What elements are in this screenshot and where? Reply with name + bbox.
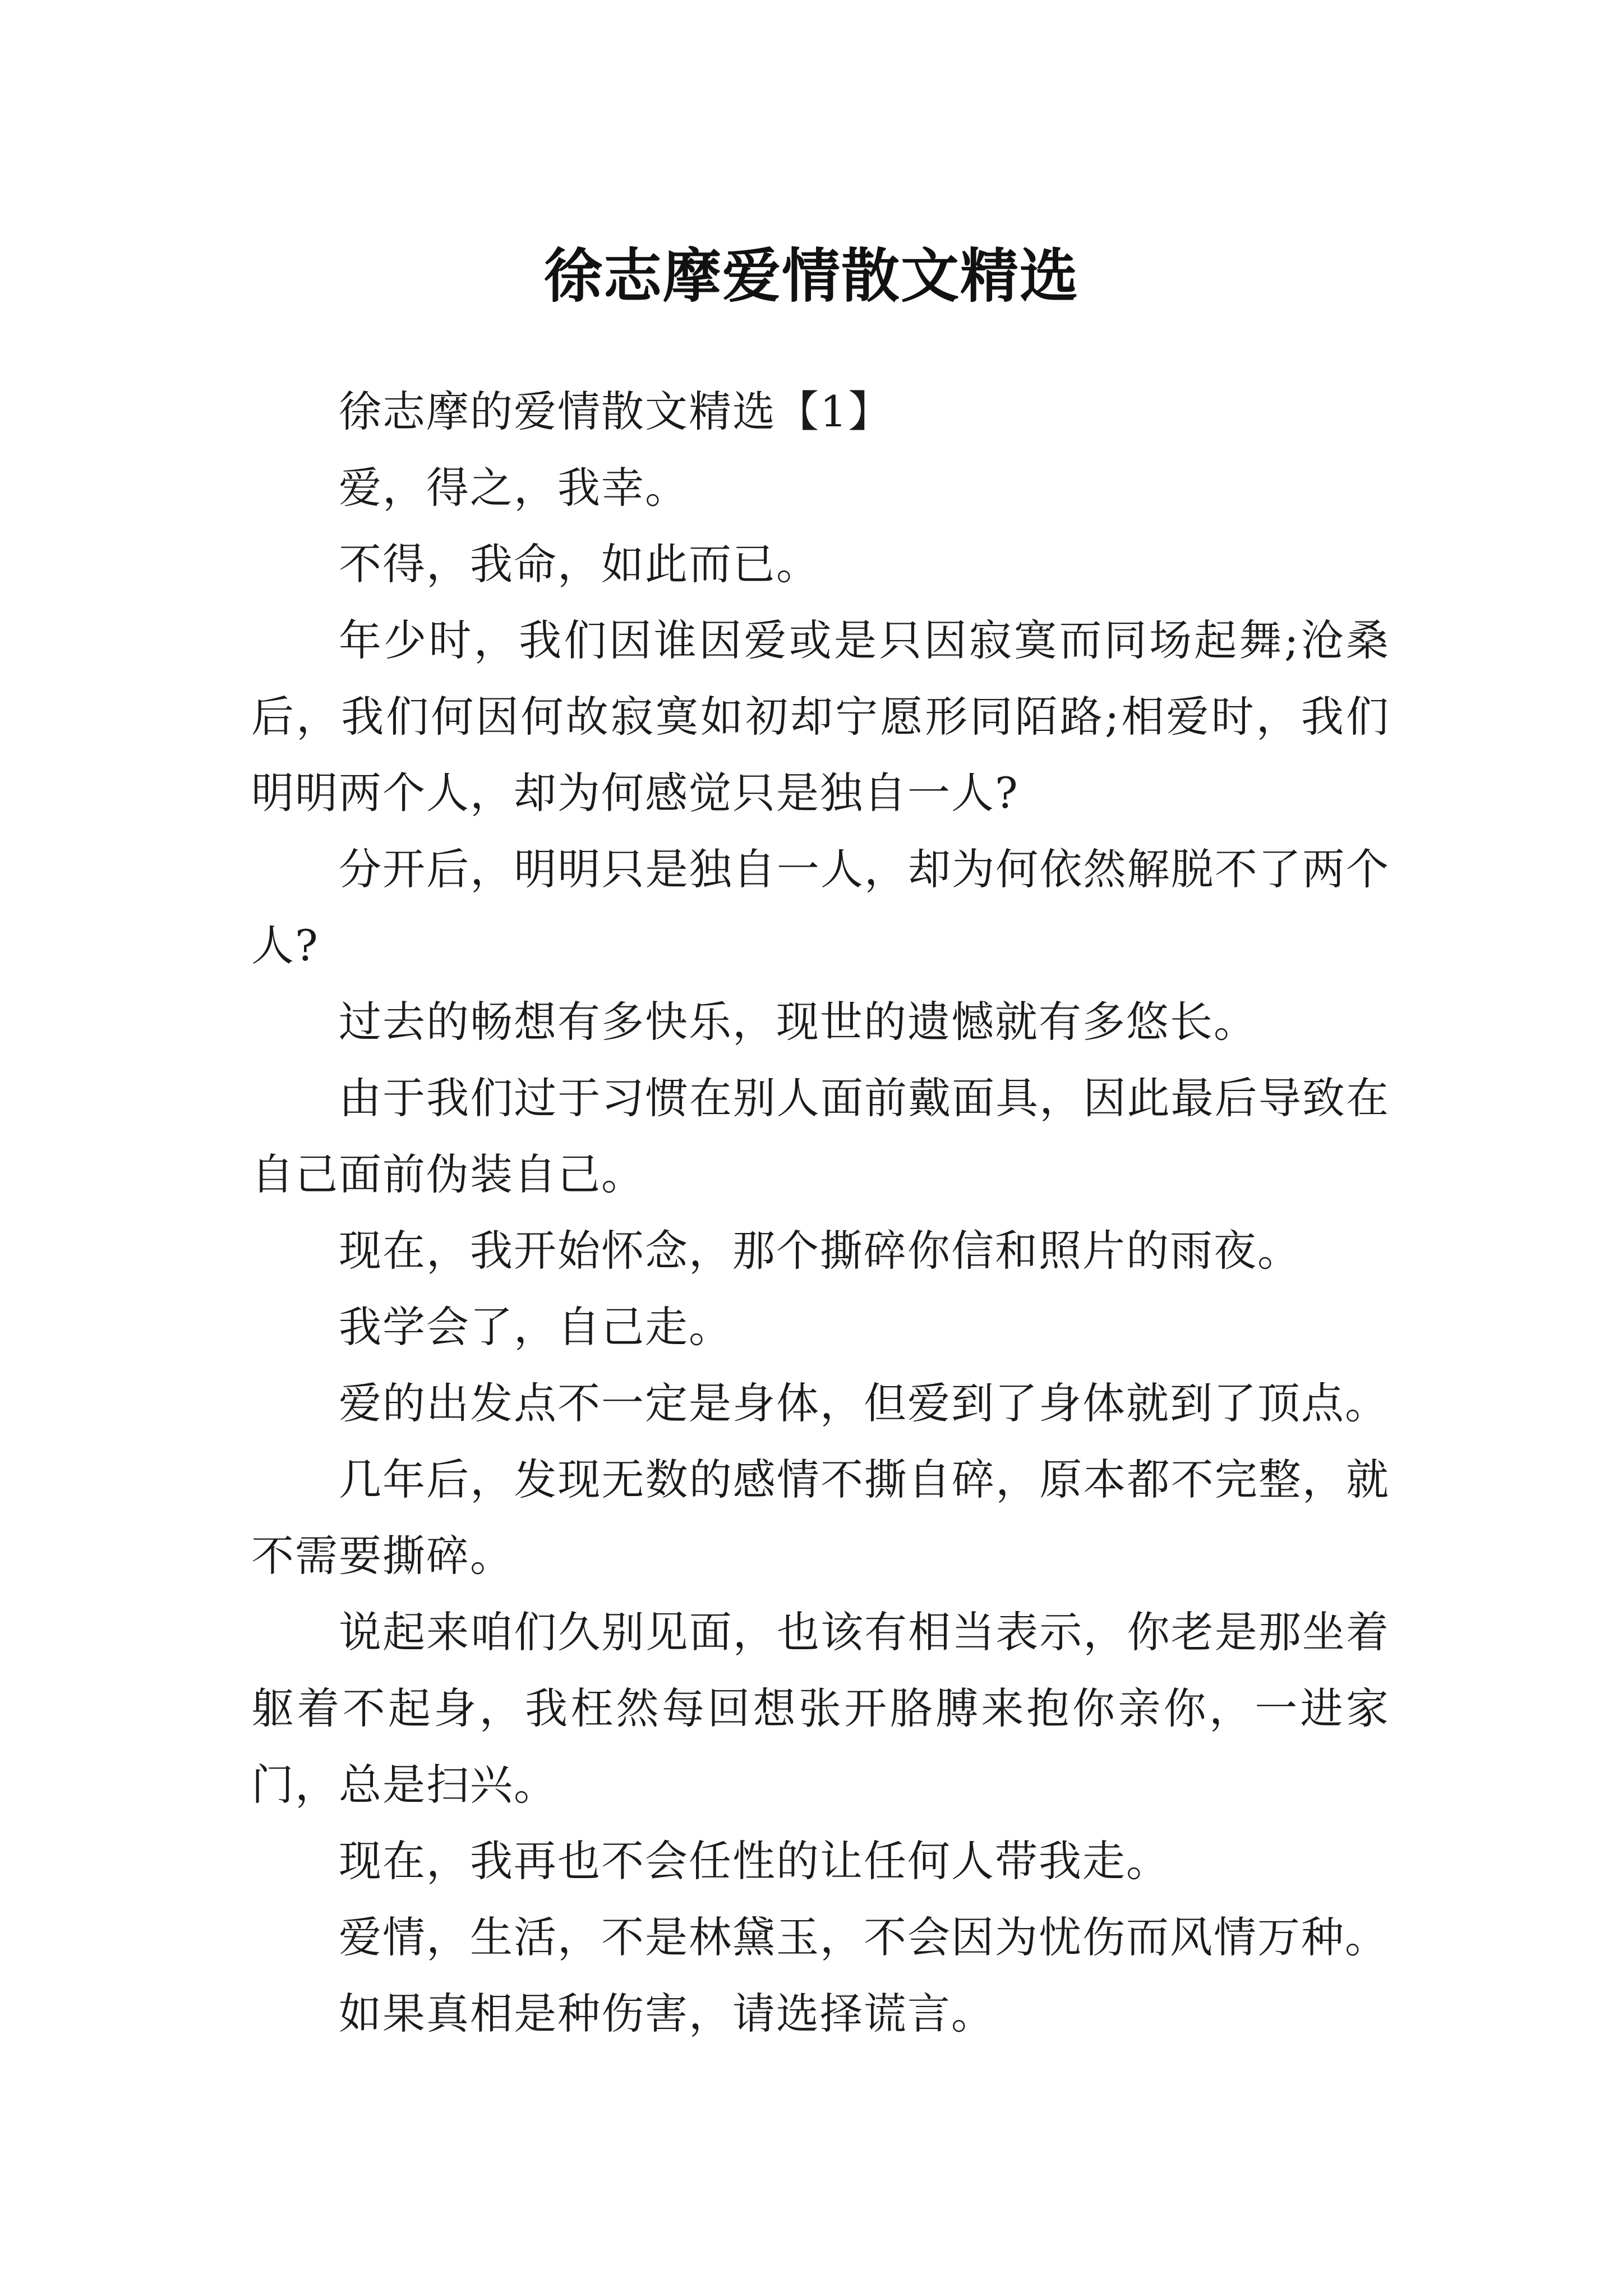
document-title: 徐志摩爱情散文精选	[543, 241, 1079, 310]
paragraph: 爱，得之，我幸。	[339, 463, 689, 513]
paragraph: 过去的畅想有多快乐，现世的遗憾就有多悠长。	[339, 997, 1257, 1047]
paragraph: 由于我们过于习惯在别人面前戴面具，因此最后导致在自己面前伪装自己。	[251, 1073, 1390, 1199]
paragraph: 几年后，发现无数的感情不撕自碎，原本都不完整，就不需要撕碎。	[251, 1455, 1390, 1581]
paragraph-heading: 徐志摩的爱情散文精选【1】	[339, 386, 892, 436]
paragraph: 现在，我再也不会任性的让任何人带我走。	[339, 1836, 1170, 1886]
paragraph: 如果真相是种伤害，请选择谎言。	[339, 1989, 995, 2039]
paragraph: 年少时，我们因谁因爱或是只因寂寞而同场起舞;沧桑后，我们何因何故寂寞如初却宁愿形同陌路;相爱时，我们明明两个人，却为何感觉只是独自一人?	[251, 615, 1390, 818]
paragraph: 说起来咱们久别见面，也该有相当表示，你老是那坐着躯着不起身，我枉然每回想张开胳膊来抱你亲你，一进家门，总是扫兴。	[251, 1607, 1390, 1810]
paragraph: 我学会了，自己走。	[339, 1302, 732, 1352]
paragraph: 爱情，生活，不是林黛玉，不会因为忧伤而风情万种。	[339, 1912, 1389, 1962]
paragraph: 爱的出发点不一定是身体，但爱到了身体就到了顶点。	[339, 1378, 1389, 1428]
paragraph: 分开后，明明只是独自一人，却为何依然解脱不了两个人?	[251, 844, 1390, 970]
document-body	[251, 374, 1390, 2052]
paragraph: 现在，我开始怀念，那个撕碎你信和照片的雨夜。	[339, 1226, 1301, 1276]
paragraph: 不得，我命，如此而已。	[339, 539, 820, 589]
